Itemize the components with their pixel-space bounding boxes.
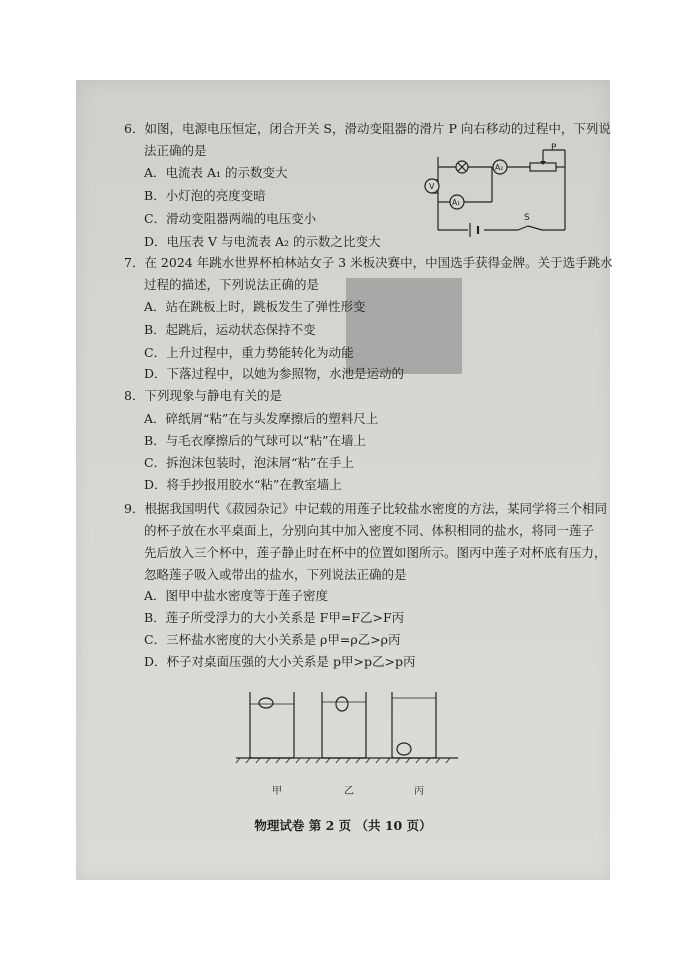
question-8-stem: 8．下列现象与静电有关的是 — [124, 388, 282, 403]
question-6-option-c: C．滑动变阻器两端的电压变小 — [144, 211, 317, 226]
cup-label-yi: 乙 — [344, 786, 354, 797]
question-8-option-b: B．与毛衣摩擦后的气球可以“粘”在墙上 — [144, 433, 366, 448]
page-footer: 物理试卷 第 2 页 （共 10 页） — [254, 818, 432, 833]
ammeter-a1-label: A₁ — [452, 198, 461, 207]
three-cups-diagram — [236, 690, 466, 780]
switch-s-label: S — [524, 213, 530, 223]
question-8-option-d: D．将手抄报用胶水“粘”在教室墙上 — [144, 477, 342, 492]
question-9-option-b: B．莲子所受浮力的大小关系是 F甲=F乙>F丙 — [144, 610, 405, 625]
question-8-option-a: A．碎纸屑“粘”在与头发摩擦后的塑料尺上 — [144, 411, 379, 426]
question-7-option-d: D．下落过程中，以她为参照物，水池是运动的 — [144, 366, 405, 381]
question-6-stem: 6．如图，电源电压恒定，闭合开关 S，滑动变阻器的滑片 P 向右移动的过程中，下列说 法正确的是 — [124, 121, 611, 158]
question-9-stem: 9．根据我国明代《菽园杂记》中记载的用莲子比较盐水密度的方法，某同学将三个相同 的杯子放在水平桌面上，分别向其中加入密度不同、体积相同的盐水，将同一莲子 先后放入三个杯中，莲子静止时在杯中的位置如图所示。图丙中莲子对杯底有压力， 忽略莲子吸入或带出的盐水，下列说法正确的是 — [124, 501, 607, 582]
question-6-option-b: B．小灯泡的亮度变暗 — [144, 188, 266, 203]
ammeter-a2-label: A₂ — [495, 163, 504, 172]
question-9-option-d: D．杯子对桌面压强的大小关系是 p甲>p乙>p丙 — [144, 654, 416, 669]
question-7-stem: 7．在 2024 年跳水世界杯柏林站女子 3 米板决赛中，中国选手获得金牌。关于选手跳水 过程的描述，下列说法正确的是 — [124, 255, 613, 292]
cup-label-jia: 甲 — [272, 786, 282, 797]
slider-p-label: P — [551, 143, 557, 153]
question-7-option-a: A．站在跳板上时，跳板发生了弹性形变 — [144, 299, 366, 314]
circuit-diagram — [429, 142, 572, 240]
question-9-option-c: C．三杯盐水密度的大小关系是 ρ甲=ρ乙>ρ丙 — [144, 632, 401, 647]
question-7-option-c: C．上升过程中，重力势能转化为动能 — [144, 345, 354, 360]
diver-photo — [346, 278, 462, 374]
question-7-option-b: B．起跳后，运动状态保持不变 — [144, 322, 316, 337]
question-8-option-c: C．拆泡沫包装时，泡沫屑“粘”在手上 — [144, 455, 354, 470]
exam-page — [76, 80, 613, 880]
question-6-option-d: D．电压表 V 与电流表 A₂ 的示数之比变大 — [144, 234, 381, 249]
cup-label-bing: 丙 — [414, 786, 424, 797]
question-6-option-a: A．电流表 A₁ 的示数变大 — [144, 165, 288, 180]
voltmeter-v-label: V — [429, 182, 435, 191]
question-9-option-a: A．图甲中盐水密度等于莲子密度 — [144, 588, 329, 603]
